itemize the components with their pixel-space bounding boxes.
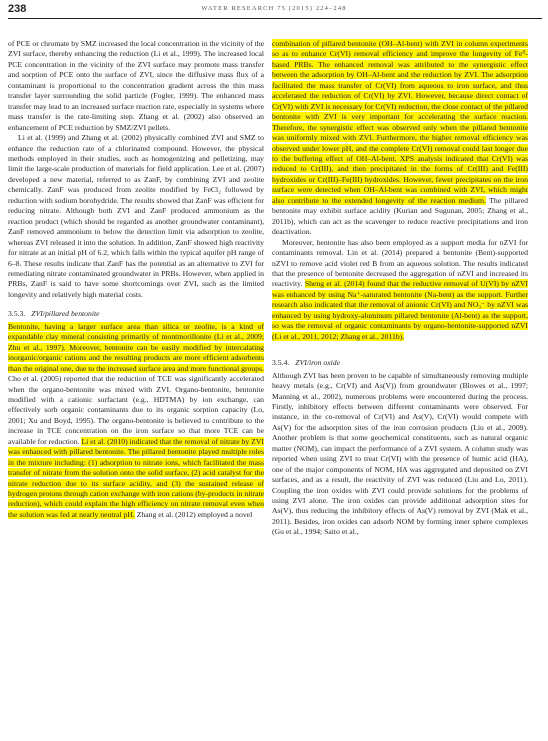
- page-number: 238: [8, 3, 27, 15]
- right-paragraph-1: [272, 39, 528, 238]
- section-number: 3.5.4.: [272, 358, 290, 368]
- left-paragraph-3: [8, 322, 264, 521]
- header-rule: [8, 18, 542, 19]
- section-number: 3.5.3.: [8, 309, 26, 319]
- left-paragraph-2: Li et al. (1999) and Zhang et al. (2002) physically combined ZVI and SMZ to enhance the reduction rate of a chlorinated compound. However, the physical methods employed in their studies, such as homogenizing and pelletizing, may limit the large-scale production of materials for field application. Lee et al. (2007) developed a new material, referred to as ZanF, by combining ZVI and zeolite chemically. ZanF was produced from zeolite modified by FeCl₂ followed by reduction with sodium borohydride. The results showed that ZanF was efficient for reducing nitrate. Although both ZVI and ZanF produced ammonium as the reaction product (which should be regarded as another groundwater contaminant), ZanF removed ammonium to below the detection limit via adsorption to zeolite, whereas ZVI released it into the solution. In addition, ZanF showed high reactivity for nitrate at an initial pH of 6.2, which falls within the typical aquifer pH range of 6–8. These results indicate that ZanF has the potential as an alternative to ZVI for remediating nitrate contaminated groundwater in PRBs. However, when applied in PRBs, ZanF is said to have some shortcomings over ZVI, such as the limited longevity and relatively high material costs.: [8, 133, 264, 299]
- section-title: ZVI/iron oxide: [295, 358, 341, 368]
- right-paragraph-3: Although ZVI has been proven to be capable of simultaneously removing multiple heavy metals (e.g., Cr(VI) and As(V)) from groundwater (Blowes et al., 1997; Manning et al., 2002), numerous problems were encountered during the process. Firstly, inhibitory effects between different contaminants were observed. For instance, in the co-removal of Cr(VI) and As(V), Cr(VI) would compete with As(V) for the adsorption sites of the iron corrosion products (Liu et al., 2009). Another problem is that some geochemical constituents, such as natural organic matter (NOM), can impact the performance of a ZVI system. A column study was reported when using ZVI to treat Cr(VI) with the presence of humic acid (HA), one of the major components of NOM, HA was aggregated and deposited on ZVI surfaces, and as a result, the reactivity of ZVI was reduced (Liu and Lo, 2011). Coupling the iron oxides with ZVI could provide solutions for the problems of using ZVI alone. The iron oxides can provide additional adsorption sites for As(V), thus reducing the inhibitory effects of As(V) removal by ZVI (Mak et al., 2011). Besides, iron oxides can adsorb NOM by forming inner sphere complexes (Gu et al., 1994; Saito et al.,: [272, 370, 528, 537]
- left-paragraph-1: of PCE or chromate by SMZ increased the local concentration in the vicinity of the ZVI surface, thereby enhancing the reduction (Li et al., 1999). The increased local PCE concentration in the vicinity of the ZVI surface may promote mass transfer and sorption of PCE onto the surface of ZVI, since the diffusive mass flux of a contaminant is proportional to the concentration gradient across the thin mass transfer layer surrounding the solid particle (Fogler, 1999). The enhanced mass transfer may lead to an increased surface reaction rate, especially in systems where mass transfer is the rate-limiting step. Zhang et al. (2002) also observed an enhancement of PCE reduction by SMZ/ZVI pellets.: [8, 39, 264, 132]
- highlighted-text: combination of pillared bentonite (OH–Al-bent) with ZVI in column experiments so as to enhance Cr(VI) removal efficiency and improve the longevity of Fe⁰-based PRBs. The enhanced removal was attributed to the synergistic effect between the adsorption by OH–Al-bent and the reduction by ZVI. The adsorption facilitated the mass transfer of Cr(VI) from aqueous to iron surface, and thus accelerated the reduction of Cr(VI) by ZVI. However, because direct contact of Cr(VI) with ZVI is necessary for Cr(VI) reduction, the close contact of the pillared bentonite with ZVI is very important for accelerating the surface reaction. Therefore, the synergistic effect was observed only when the pillared bentonite was uniformly mixed with ZVI. Furthermore, the higher removal efficiency was observed under lower pH, and the complete Cr(VI) removal could last longer due to the buffering effect of OH–Al-bent. XPS analysis indicated that Cr(VI) was reduced to Cr(III), and then precipitated in the forms of Cr(III) and Fe(III) hydroxides or Cr(III)–Fe(III) hydroxides. However, fewer precipitates on the iron surface were detected when OH–Al-bent was combined with ZVI, which might also contribute to the extended longevity of the reaction medium.: [272, 39, 528, 205]
- running-head: WATER RESEARCH 75 (2015) 224–248: [201, 5, 347, 12]
- section-heading-3-5-3: [8, 309, 264, 319]
- body-text: Cho et al. (2005) reported that the reduction of TCE was significantly accelerated when the organo-bentonite was mixed with ZVI. Organo-bentonite, bentonite modified with a cationic surfactant (e.g., HDTMA) by ion exchange, can effectively sorb organic contaminants due to its organic sorption capacity (Lo, 2001; Xu and Boyd, 1995). The organo-bentonite is believed to contribute to the increase in TCE concentration on the iron surface so that more TCE can be available for reduction.: [8, 374, 264, 446]
- section-heading-3-5-4: [272, 358, 528, 368]
- right-paragraph-2: [272, 238, 528, 343]
- body-text: Zhang et al. (2012) employed a novel: [134, 509, 253, 519]
- highlighted-text: Li et al. (2010) indicated that the removal of nitrate by ZVI was enhanced with pillared bentonite. The pillared bentonite played multiple roles in the mixture including: (1) adsorption to nitrate ions, which facilitated the mass transfer of nitrate from the solution onto the solid surface, (2) acid catalyst for the nitrate reduction due to its surface acidity, and (3) the sustained release of hydrogen protons through cation exchange with iron cations (by-products in nitrate reduction), which could explain the high efficiency on nitrate removal even when the solution was fed at nearly neutral pH.: [8, 436, 264, 519]
- left-column: [8, 39, 264, 520]
- body-text: Moreover, bentonite has also been employed as a support media for nZVI for contaminants removal. Lin et al. (2014) prepared a bentonite (Bent)-supported nZVI to remove acid violet red B from an aqueous solution. The results indicated that the presence of bentonite decreased the aggregation of nZVI and increased its reactivity.: [272, 237, 528, 289]
- section-title: ZVI/pillared bentonite: [31, 309, 100, 319]
- highlighted-text: Sheng et al. (2014) found that the reductive removal of U(VI) by nZVI was enhanced by using Na⁺-saturated bentonite (Na-bent) as the support. Further research also indicated that the removal of anionic Cr(VI) and NO₃⁻ by nZVI was enhanced by using hydroxy-aluminum pillared bentonite (Al-bent) as the support, so was the removal of organic contaminants by organo-bentonite-supported nZVI (Li et al., 2011, 2012; Zhang et al., 2011b).: [272, 279, 528, 341]
- right-column: [272, 39, 528, 538]
- body-text: The pillared bentonite may exhibit surface acidity (Kurian and Sugunan, 2005; Zhang et al., 2011b), which can act as the scavenger to reduce reactive precipitations and iron deactivation.: [272, 195, 529, 237]
- highlighted-text: Bentonite, having a larger surface area than silica or zeolite, is a kind of expandable clay mineral consisting primarily of montmorillonite (Li et al., 2009; Zhu et al., 1997). Moreover, bentonite can be easily modified by intercalating inorganic/organic cations and the resulting products are more efficient adsorbents than the original one, due to the increased surface area and more functional groups.: [8, 321, 264, 373]
